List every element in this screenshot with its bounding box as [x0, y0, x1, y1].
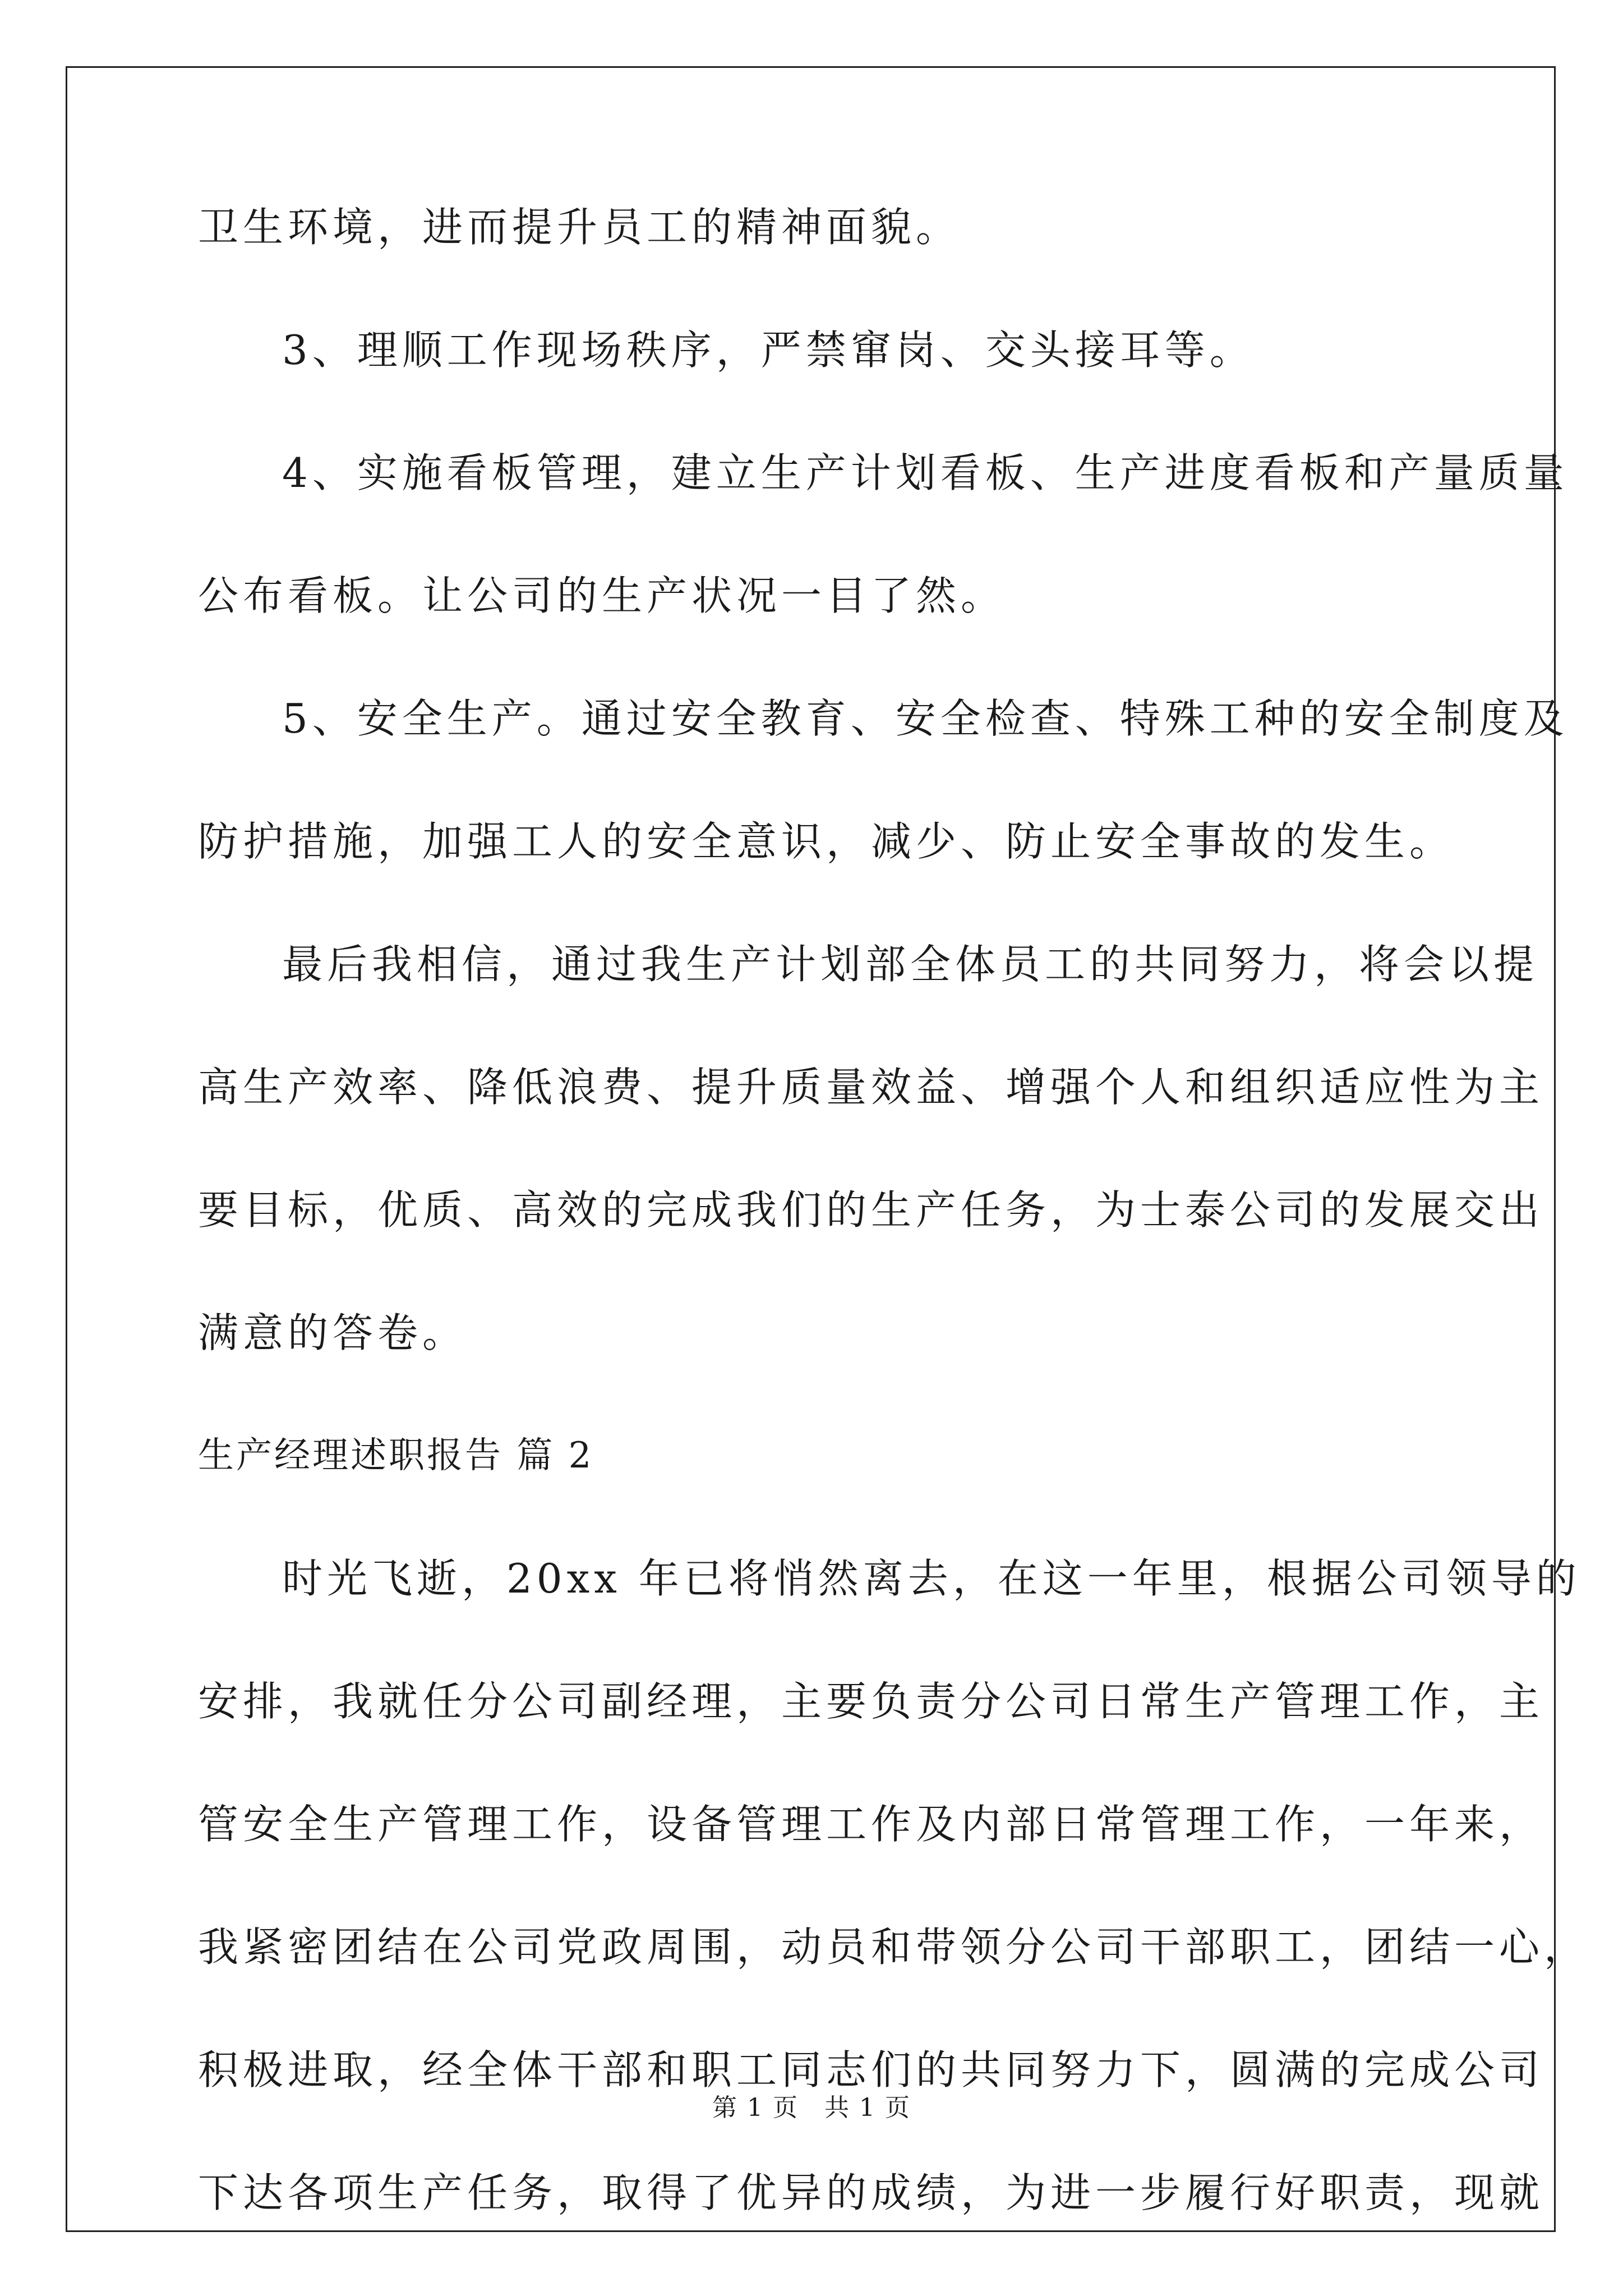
paragraph-line: 4、实施看板管理，建立生产计划看板、生产进度看板和产量质量 [282, 449, 1569, 496]
paragraph-line: 安排，我就任分公司副经理，主要负责分公司日常生产管理工作，主 [198, 1678, 1544, 1725]
paragraph-line: 管安全生产管理工作，设备管理工作及内部日常管理工作，一年来， [198, 1801, 1544, 1848]
paragraph-line: 时光飞逝，20xx 年已将悄然离去，在这一年里，根据公司领导的 [282, 1555, 1581, 1602]
page-border [66, 66, 1556, 2232]
section-heading: 生产经理述职报告 篇 2 [198, 1435, 594, 1476]
paragraph-line: 满意的答卷。 [198, 1309, 468, 1356]
paragraph-line: 防护措施，加强工人的安全意识，减少、防止安全事故的发生。 [198, 818, 1455, 865]
paragraph-line: 3、理顺工作现场秩序，严禁窜岗、交头接耳等。 [282, 326, 1255, 374]
paragraph-line: 公布看板。让公司的生产状况一目了然。 [198, 572, 1006, 619]
paragraph-line: 最后我相信，通过我生产计划部全体员工的共同努力，将会以提 [282, 941, 1539, 988]
paragraph-line: 要目标，优质、高效的完成我们的生产任务，为士泰公司的发展交出 [198, 1186, 1544, 1234]
paragraph-line: 卫生环境，进而提升员工的精神面貌。 [198, 204, 961, 251]
paragraph-line: 积极进取，经全体干部和职工同志们的共同努力下，圆满的完成公司 [198, 2046, 1544, 2093]
paragraph-line: 下达各项生产任务，取得了优异的成绩，为进一步履行好职责，现就 [198, 2169, 1544, 2216]
paragraph-line: 5、安全生产。通过安全教育、安全检查、特殊工种的安全制度及 [282, 695, 1569, 742]
paragraph-line: 高生产效率、降低浪费、提升质量效益、增强个人和组织适应性为主 [198, 1064, 1544, 1111]
page-footer: 第 1 页 共 1 页 [712, 2093, 911, 2122]
paragraph-line: 我紧密团结在公司党政周围，动员和带领分公司干部职工，团结一心， [198, 1924, 1589, 1971]
